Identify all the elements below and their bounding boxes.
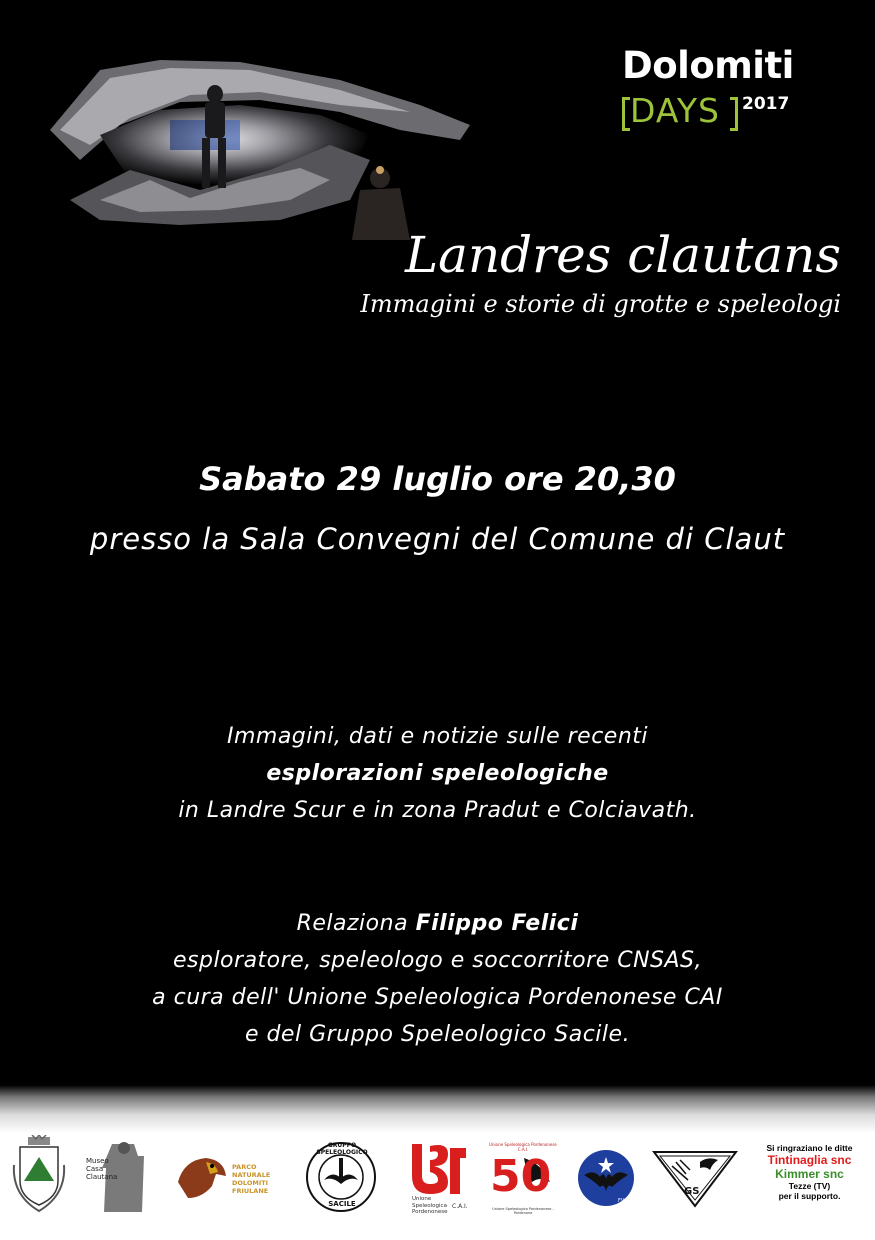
speaker-line-4: e del Gruppo Speleologico Sacile.	[244, 1022, 631, 1047]
description-block	[0, 718, 875, 829]
usp-caption-2: Speleologica	[412, 1202, 447, 1209]
cave-photo	[40, 50, 480, 240]
speaker-line-1	[0, 905, 875, 942]
speaker-line-2: esploratore, speleologo e soccorritore CNSAS,	[172, 948, 703, 973]
logo-bracket-right	[730, 97, 738, 131]
event-subtitle: Immagini e storie di grotte e speleologi	[360, 290, 841, 318]
speaker-block	[0, 905, 875, 1053]
logo-year: 2017	[742, 94, 790, 114]
thanks-company-2: Kimmer snc	[775, 1167, 844, 1181]
museo-label: Museo Casa Clautana	[86, 1157, 118, 1181]
usp-cai: C.A.I.	[452, 1203, 468, 1210]
description-highlight: esplorazioni speleologiche	[266, 761, 609, 786]
thanks-block	[752, 1143, 867, 1201]
sacile-ring-label: GRUPPO SPELEOLOGICO	[316, 1142, 368, 1156]
description-line-2	[0, 755, 875, 792]
logo-days: DAYS	[630, 91, 720, 130]
speaker-prefix: Relaziona	[296, 911, 409, 936]
event-title: Landres clautans	[404, 226, 841, 284]
event-date: Sabato 29 luglio ore 20,30	[199, 460, 676, 498]
logo-title: Dolomiti	[622, 44, 794, 87]
triangle-bat-logo-icon	[652, 1148, 738, 1208]
thanks-company-1: Tintinaglia snc	[767, 1153, 852, 1167]
blue-bat-label: FVG	[618, 1198, 629, 1204]
speaker-line-3: a cura dell' Unione Speleologica Pordenonese CAI	[152, 985, 723, 1010]
usp-caption-3: Pordenonese	[412, 1209, 448, 1215]
usp-logo-icon	[408, 1140, 470, 1198]
description-line-3: in Landre Scur e in zona Pradut e Colciavath.	[178, 798, 697, 823]
triangle-bat-label: GS	[684, 1186, 700, 1197]
parco-label: PARCO NATURALE DOLOMITI FRIULANE	[232, 1163, 271, 1195]
event-venue: presso la Sala Convegni del Comune di Claut	[89, 522, 786, 556]
thanks-location: Tezze (TV)	[788, 1181, 831, 1191]
fifty-bottom-label: Unione Speleologica Pordenonese - Pordenone	[492, 1207, 554, 1215]
fifty-top-label: Unione Speleologica Pordenonese C.A.I.	[489, 1142, 557, 1152]
logo-bracket-left	[622, 97, 630, 131]
speaker-name: Filippo Felici	[415, 911, 579, 936]
thanks-intro: Si ringraziano le ditte	[766, 1143, 853, 1153]
thanks-outro: per il supporto.	[778, 1191, 841, 1201]
dolomiti-days-logo	[622, 44, 842, 144]
description-line-1: Immagini, dati e notizie sulle recenti	[226, 724, 649, 749]
comune-claut-crest-icon	[10, 1135, 68, 1215]
fifty-number: 50	[490, 1151, 552, 1202]
sacile-bottom-label: SACILE	[328, 1200, 356, 1208]
parco-eagle-icon	[172, 1152, 230, 1204]
usp-caption-1: Unione	[412, 1196, 432, 1202]
